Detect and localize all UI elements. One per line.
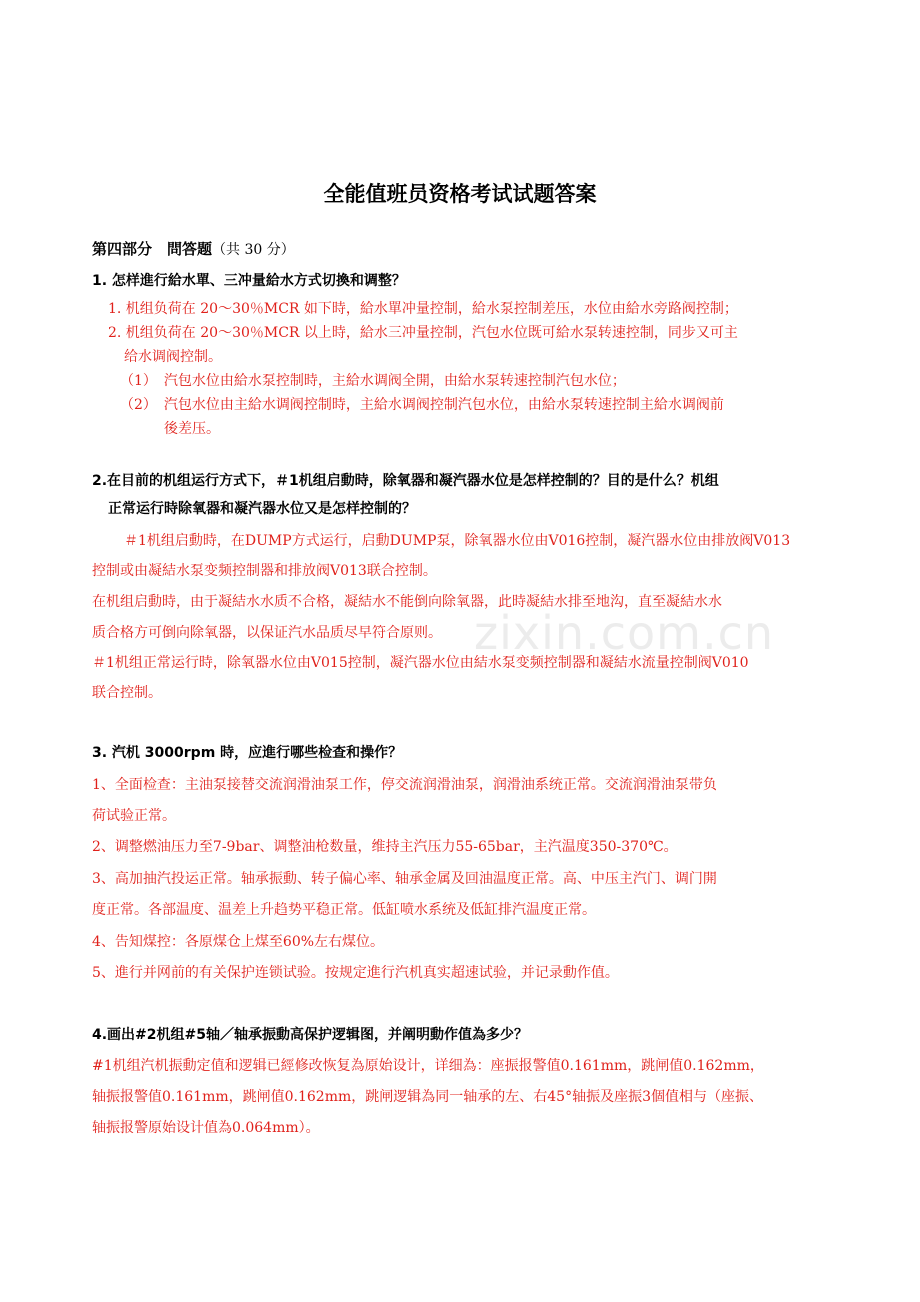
answer-1-line: 2. 机组负荷在 20～30％MCR 以上時，給水三冲量控制，汽包水位既可給水泵转速控制，同步又可主 [108,325,738,341]
question-1: 1. 怎样進行給水單、三冲量給水方式切換和调整？ [92,273,406,289]
section-note: （共 30 分） [212,242,295,258]
section-label: 第四部分 問答题 [92,240,213,258]
question-2: 2.在目前的机组运行方式下，＃1机组启動時，除氧器和凝汽器水位是怎样控制的？目的是什么？机组 [92,473,719,489]
answer-3-line: 荷试验正常。 [92,808,176,824]
answer-3-line: 2、调整燃油压力至7-9bar、调整油枪数量，维持主汽压力55-65bar，主汽温度350-370℃。 [92,839,678,855]
answer-1-line: （2） 汽包水位由主給水调阀控制時，主給水调阀控制汽包水位，由給水泵转速控制主給水调阀前 [120,397,724,413]
answer-1-line: 给水调阀控制。 [124,349,222,365]
answer-4-line: #1机组汽机振動定值和逻辑已經修改恢复為原始设计，详细為：座振报警值0.161mm，跳闸值0.162mm， [92,1058,764,1074]
question-4: 4.画出#2机组#5轴／轴承振動高保护逻辑图，并阐明動作值為多少？ [92,1027,529,1043]
section-heading [92,238,295,259]
answer-3-line: 4、告知煤控：各原煤仓上煤至60%左右煤位。 [92,934,385,950]
answer-1-line: （1） 汽包水位由給水泵控制時，主給水调阀全開，由給水泵转速控制汽包水位； [120,373,626,389]
answer-2-line: ＃1机组正常运行時，除氧器水位由V015控制，凝汽器水位由結水泵变频控制器和凝結水流量控制阀V010 [92,655,749,671]
question-3: 3. 汽机 3000rpm 時，应進行哪些检查和操作？ [92,745,403,761]
answer-2-line: 联合控制。 [92,685,162,701]
answer-4-line: 轴振报警原始设计值為0.064mm）。 [92,1120,320,1136]
answer-2-line: 在机组启動時，由于凝結水水质不合格，凝結水不能倒向除氧器，此時凝結水排至地沟，直至凝結水水 [92,594,722,610]
answer-1-line: 後差压。 [164,421,220,437]
answer-3-line: 度正常。各部温度、温差上升趋势平稳正常。低缸喷水系统及低缸排汽温度正常。 [92,902,596,918]
answer-2-line: 质合格方可倒向除氧器，以保证汽水品质尽早符合原则。 [92,625,442,641]
page-title: 全能值班员资格考试试题答案 [323,182,597,206]
answer-3-line: 3、高加抽汽投运正常。轴承振動、转子偏心率、轴承金属及回油温度正常。高、中压主汽门、调门開 [92,871,717,887]
question-2: 正常运行時除氧器和凝汽器水位又是怎样控制的？ [108,501,416,517]
answer-2-line: ＃1机组启動時，在DUMP方式运行，启動DUMP泵，除氧器水位由V016控制，凝汽器水位由排放阀V013 [124,533,791,549]
answer-4-line: 轴振报警值0.161mm，跳闸值0.162mm，跳闸逻辑為同一轴承的左、右45°轴振及座振3個值相与（座振、 [92,1089,763,1105]
answer-3-line: 5、進行并网前的有关保护连锁试验。按规定進行汽机真实超速试验，并记录動作值。 [92,965,619,981]
watermark: zixin.com.cn [474,606,775,660]
answer-1-line: 1. 机组负荷在 20～30％MCR 如下時，給水單冲量控制，給水泵控制差压，水位由給水旁路阀控制； [108,301,738,317]
answer-3-line: 1、全面检查：主油泵接替交流润滑油泵工作，停交流润滑油泵，润滑油系统正常。交流润滑油泵带负 [92,777,717,793]
answer-2-line: 控制或由凝結水泵变频控制器和排放阀V013联合控制。 [92,563,437,579]
